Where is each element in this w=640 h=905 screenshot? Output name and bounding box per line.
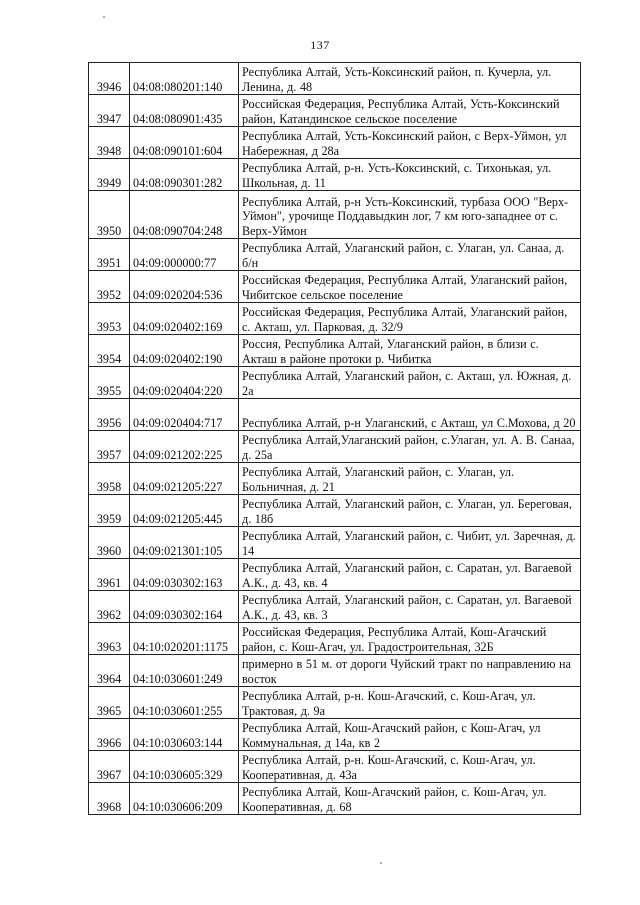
row-number: 3961 (89, 559, 130, 591)
cadastral-number: 04:09:021202:225 (130, 431, 239, 463)
row-number: 3968 (89, 783, 130, 815)
table-row (89, 783, 581, 815)
cadastral-number: 04:09:021205:445 (130, 495, 239, 527)
cadastral-number: 04:08:090101:604 (130, 127, 239, 159)
table-row (89, 719, 581, 751)
cadastral-number: 04:09:020404:717 (130, 399, 239, 431)
row-number: 3956 (89, 399, 130, 431)
row-number: 3946 (89, 63, 130, 95)
row-number: 3967 (89, 751, 130, 783)
address: Республика Алтай, р-н Усть-Коксинский, турбаза ООО "Верх-Уймон", урочище Поддавыдкин лог, 7 км юго-западнее от с. Верх-Уймон (239, 191, 581, 239)
row-number: 3964 (89, 655, 130, 687)
table-row (89, 239, 581, 271)
table-row (89, 95, 581, 127)
cadastral-number: 04:09:020404:220 (130, 367, 239, 399)
table-row (89, 463, 581, 495)
cadastral-number: 04:09:021205:227 (130, 463, 239, 495)
table-row (89, 591, 581, 623)
page-number: 137 (310, 38, 330, 52)
address: Республика Алтай, Улаганский район, с. Саратан, ул. Вагаевой А.К., д. 43, кв. 3 (239, 591, 581, 623)
table-row (89, 191, 581, 239)
address: Республика Алтай, р-н. Кош-Агачский, с. Кош-Агач, ул. Кооперативная, д. 43а (239, 751, 581, 783)
address: Республика Алтай, Усть-Коксинский район, с Верх-Уймон, ул Набережная, д 28а (239, 127, 581, 159)
cadastral-number: 04:10:030605:329 (130, 751, 239, 783)
address: Республика Алтай, Улаганский район, с. Чибит, ул. Заречная, д. 14 (239, 527, 581, 559)
address: Республика Алтай,Улаганский район, с.Улаган, ул. А. В. Санаа, д. 25а (239, 431, 581, 463)
registry-table (88, 62, 581, 815)
address: Республика Алтай, Улаганский район, с. Акташ, ул. Южная, д. 2а (239, 367, 581, 399)
row-number: 3960 (89, 527, 130, 559)
address: примерно в 51 м. от дороги Чуйский тракт по направлению на восток (239, 655, 581, 687)
table-row (89, 559, 581, 591)
row-number: 3955 (89, 367, 130, 399)
row-number: 3952 (89, 271, 130, 303)
table-row (89, 399, 581, 431)
cadastral-number: 04:09:030302:163 (130, 559, 239, 591)
cadastral-number: 04:10:030603:144 (130, 719, 239, 751)
cadastral-number: 04:09:030302:164 (130, 591, 239, 623)
row-number: 3966 (89, 719, 130, 751)
scan-speck (103, 16, 105, 18)
address: Республика Алтай, Улаганский район, с. Улаган, ул. Больничная, д. 21 (239, 463, 581, 495)
address: Республика Алтай, р-н. Усть-Коксинский, с. Тихонькая, ул. Школьная, д. 11 (239, 159, 581, 191)
address: Республика Алтай, Улаганский район, с. Улаган, ул. Береговая, д. 18б (239, 495, 581, 527)
table-row (89, 751, 581, 783)
table-row (89, 655, 581, 687)
cadastral-number: 04:09:000000:77 (130, 239, 239, 271)
address: Российская Федерация, Республика Алтай, Кош-Агачский район, с. Кош-Агач, ул. Градостроительная, 32Б (239, 623, 581, 655)
row-number: 3957 (89, 431, 130, 463)
scan-speck (380, 862, 382, 864)
cadastral-number: 04:08:080901:435 (130, 95, 239, 127)
address: Российская Федерация, Республика Алтай, Усть-Коксинский район, Катандинское сельское поселение (239, 95, 581, 127)
row-number: 3962 (89, 591, 130, 623)
row-number: 3950 (89, 191, 130, 239)
cadastral-number: 04:10:020201:1175 (130, 623, 239, 655)
cadastral-number: 04:10:030606:209 (130, 783, 239, 815)
cadastral-number: 04:10:030601:249 (130, 655, 239, 687)
cadastral-number: 04:09:020204:536 (130, 271, 239, 303)
row-number: 3959 (89, 495, 130, 527)
row-number: 3963 (89, 623, 130, 655)
table-row (89, 623, 581, 655)
cadastral-number: 04:08:090704:248 (130, 191, 239, 239)
table-row (89, 127, 581, 159)
row-number: 3954 (89, 335, 130, 367)
address: Республика Алтай, Усть-Коксинский район, п. Кучерла, ул. Ленина, д. 48 (239, 63, 581, 95)
table-row (89, 527, 581, 559)
row-number: 3953 (89, 303, 130, 335)
address: Республика Алтай, Кош-Агачский район, с. Кош-Агач, ул. Кооперативная, д. 68 (239, 783, 581, 815)
address: Российская Федерация, Республика Алтай, Улаганский район, с. Акташ, ул. Парковая, д. 32/9 (239, 303, 581, 335)
table-row (89, 271, 581, 303)
cadastral-number: 04:08:090301:282 (130, 159, 239, 191)
row-number: 3947 (89, 95, 130, 127)
address: Россия, Республика Алтай, Улаганский район, в близи с. Акташ в районе протоки р. Чибитка (239, 335, 581, 367)
cadastral-number: 04:08:080201:140 (130, 63, 239, 95)
address: Республика Алтай, Улаганский район, с. Улаган, ул. Санаа, д. б/н (239, 239, 581, 271)
address: Республика Алтай, Кош-Агачский район, с Кош-Агач, ул Коммунальная, д 14а, кв 2 (239, 719, 581, 751)
cadastral-number: 04:09:020402:190 (130, 335, 239, 367)
row-number: 3958 (89, 463, 130, 495)
address: Республика Алтай, р-н Улаганский, с Акташ, ул С.Мохова, д 20 (239, 399, 581, 431)
table-row (89, 367, 581, 399)
table-row (89, 159, 581, 191)
address: Республика Алтай, Улаганский район, с. Саратан, ул. Вагаевой А.К., д. 43, кв. 4 (239, 559, 581, 591)
address: Российская Федерация, Республика Алтай, Улаганский район, Чибитское сельское поселение (239, 271, 581, 303)
table-row (89, 495, 581, 527)
address: Республика Алтай, р-н. Кош-Агачский, с. Кош-Агач, ул. Трактовая, д. 9а (239, 687, 581, 719)
table-row (89, 687, 581, 719)
table-row (89, 303, 581, 335)
cadastral-number: 04:09:020402:169 (130, 303, 239, 335)
cadastral-number: 04:10:030601:255 (130, 687, 239, 719)
table-row (89, 63, 581, 95)
row-number: 3948 (89, 127, 130, 159)
table-row (89, 335, 581, 367)
table-row (89, 431, 581, 463)
row-number: 3951 (89, 239, 130, 271)
row-number: 3949 (89, 159, 130, 191)
row-number: 3965 (89, 687, 130, 719)
cadastral-number: 04:09:021301:105 (130, 527, 239, 559)
